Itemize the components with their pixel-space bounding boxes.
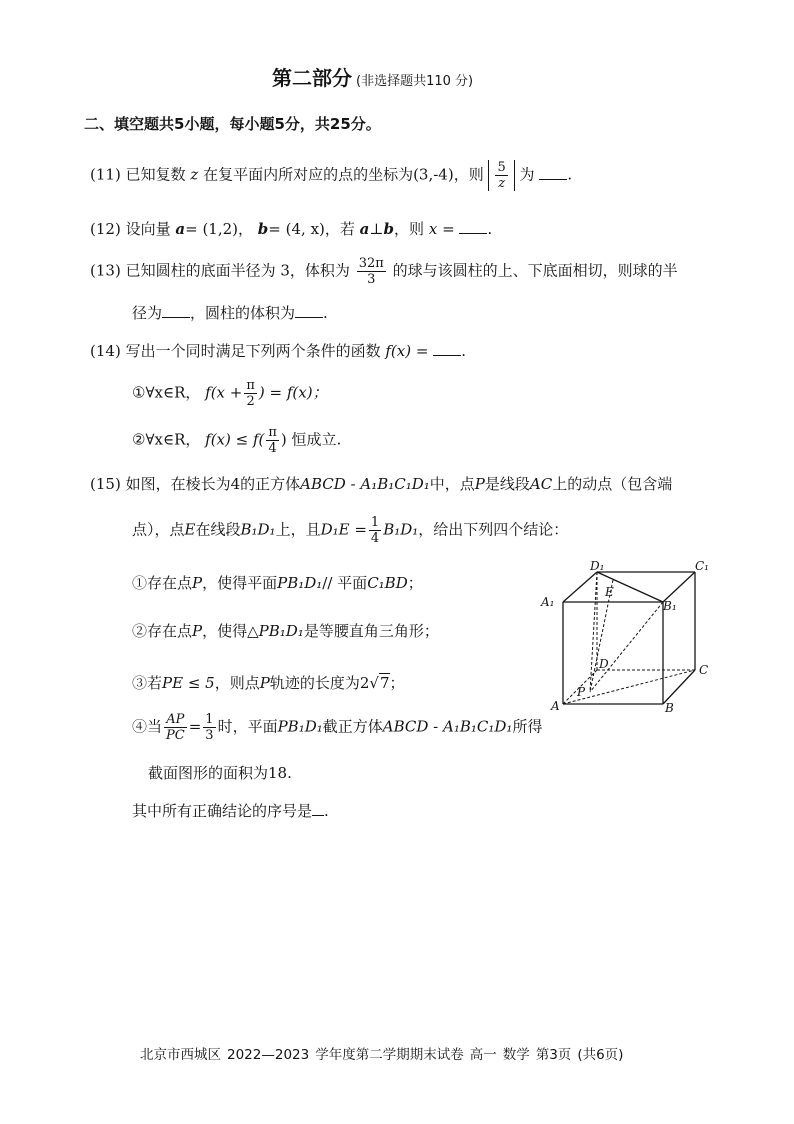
final-question: 其中所有正确结论的序号是 . bbox=[132, 802, 329, 820]
question-15-line2: 点），点E在线段B₁D₁上，且D₁E = $\frac{1}{4}$ B₁D₁，给出下列四个结论： bbox=[132, 515, 569, 546]
cube-figure bbox=[535, 558, 715, 718]
statement-1: ①存在点P，使得平面PB₁D₁// 平面C₁BD； bbox=[132, 574, 423, 592]
label-b: B bbox=[665, 701, 674, 715]
answer-blank bbox=[295, 303, 323, 318]
question-15: (15) 如图，在棱长为4的正方体ABCD - A₁B₁C₁D₁中，点P是线段AC上的动点（包含端 bbox=[90, 475, 673, 493]
answer-blank bbox=[433, 341, 461, 356]
condition-1: ①∀x∈R， f(x + $\frac{\pi}{2}$ ) = f(x)； bbox=[132, 378, 328, 409]
edge-c-b bbox=[663, 670, 695, 704]
label-e: E bbox=[605, 585, 614, 599]
question-13: (13) 已知圆柱的底面半径为 3，体积为 $\frac{32\pi}{3}$ 的球与该圆柱的上、下底面相切，则球的半 bbox=[90, 256, 678, 287]
label-a1: A₁ bbox=[541, 595, 555, 609]
label-c: C bbox=[699, 663, 709, 677]
label-d: D bbox=[599, 657, 609, 671]
section-heading: 二、填空题共5小题，每小题5分，共25分。 bbox=[84, 115, 381, 133]
abs-value: $\frac{5}{z}$ bbox=[488, 160, 514, 191]
edge-a1-d1 bbox=[563, 572, 597, 602]
label-b1: B₁ bbox=[663, 599, 677, 613]
hidden-segment-b1-p bbox=[590, 602, 663, 692]
question-12: (12) 设向量 a= (1,2)， b= (4, x)，若 a⊥b，则 x = . bbox=[90, 220, 493, 238]
question-13-line2: 径为 ，圆柱的体积为 . bbox=[132, 304, 328, 322]
condition-2: ②∀x∈R， f(x) ≤ f( $\frac{\pi}{4}$ ) 恒成立. bbox=[132, 425, 342, 456]
statement-4-line2: 截面图形的面积为18. bbox=[148, 764, 292, 782]
title-sub: (非选择题共110 分) bbox=[356, 74, 474, 89]
statement-3: ③若PE ≤ 5，则点P轨迹的长度为2√7； bbox=[132, 674, 405, 692]
answer-blank bbox=[459, 219, 487, 234]
label-d1: D₁ bbox=[590, 559, 605, 573]
label-a: A bbox=[551, 699, 560, 713]
question-11: (11) 已知复数 z 在复平面内所对应的点的坐标为(3,-4)，则 $\frac{5}{z}$ 为 . bbox=[90, 160, 573, 191]
statement-2: ②存在点P，使得△PB₁D₁是等腰直角三角形； bbox=[132, 622, 439, 640]
page-title bbox=[272, 62, 473, 91]
title-main: 第二部分 bbox=[272, 66, 352, 90]
page-footer: 北京市西城区 2022—2023 学年度第二学期期末试卷 高一 数学 第3页 (共6页) bbox=[140, 1047, 624, 1063]
label-p: P bbox=[577, 685, 586, 699]
answer-blank bbox=[312, 801, 324, 816]
answer-blank bbox=[162, 303, 190, 318]
label-c1: C₁ bbox=[695, 559, 709, 573]
answer-blank bbox=[539, 165, 567, 180]
edge-c1-b1 bbox=[663, 572, 695, 602]
statement-4: ④当 $\frac{AP}{PC}$ = $\frac{1}{3}$ 时，平面PB₁D₁截正方体ABCD - A₁B₁C₁D₁所得 bbox=[132, 712, 543, 743]
question-14: (14) 写出一个同时满足下列两个条件的函数 f(x) = . bbox=[90, 342, 466, 360]
